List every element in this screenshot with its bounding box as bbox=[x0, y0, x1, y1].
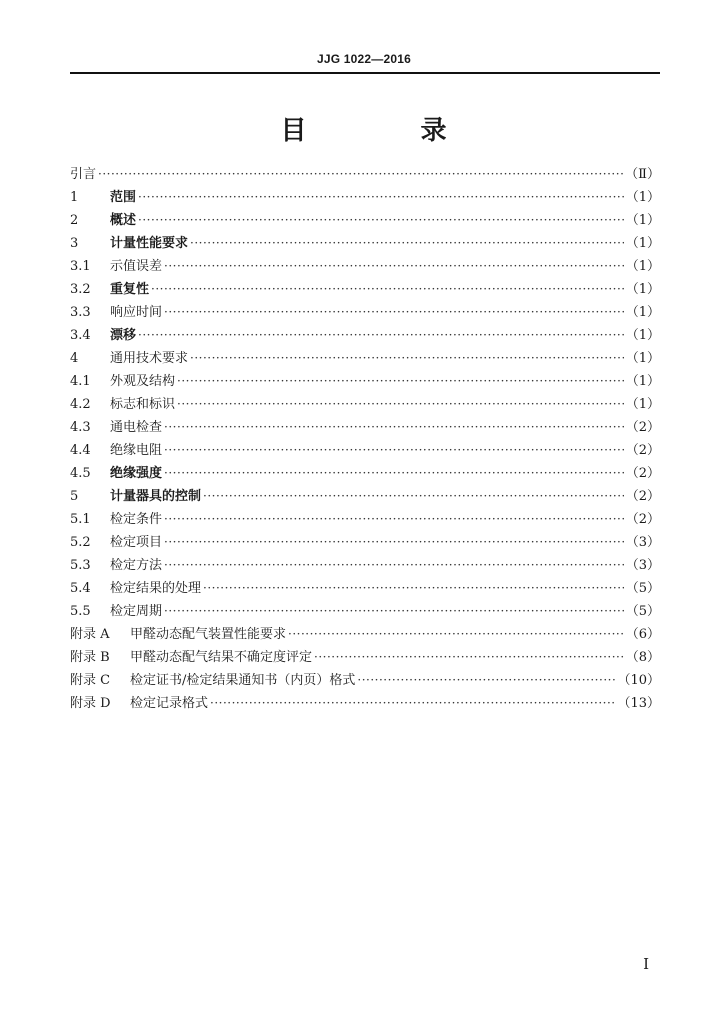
toc-entry-page: （8） bbox=[625, 650, 660, 665]
toc-entry[interactable] bbox=[70, 393, 660, 416]
toc-entry-number: 附录 A bbox=[70, 627, 110, 642]
toc-entry[interactable] bbox=[70, 623, 660, 646]
toc-leader-dots bbox=[357, 669, 615, 692]
toc-entry-label: 计量性能要求 bbox=[110, 236, 189, 251]
toc-leader-dots bbox=[288, 623, 624, 646]
toc-entry-number: 附录 B bbox=[70, 650, 110, 665]
toc-leader-dots bbox=[210, 692, 615, 715]
toc-entry-page: （1） bbox=[625, 236, 660, 251]
toc-entry-page: （1） bbox=[625, 328, 660, 343]
toc-entry-page: （1） bbox=[625, 397, 660, 412]
toc-entry-number: 3.3 bbox=[70, 305, 91, 320]
toc-entry-page: （2） bbox=[625, 466, 660, 481]
toc-leader-dots bbox=[164, 301, 624, 324]
toc-entry[interactable] bbox=[70, 669, 660, 692]
toc-entry-label: 概述 bbox=[110, 213, 137, 228]
toc-entry-page: （2） bbox=[625, 443, 660, 458]
toc-entry[interactable] bbox=[70, 531, 660, 554]
toc-entry[interactable] bbox=[70, 462, 660, 485]
toc-entry[interactable] bbox=[70, 209, 660, 232]
page-number: I bbox=[643, 955, 649, 973]
toc-leader-dots bbox=[177, 393, 624, 416]
toc-entry-number: 5.4 bbox=[70, 581, 91, 596]
table-of-contents bbox=[70, 163, 660, 715]
toc-entry-number: 4.5 bbox=[70, 466, 91, 481]
toc-entry[interactable] bbox=[70, 370, 660, 393]
toc-entry-number: 3.2 bbox=[70, 282, 91, 297]
toc-entry-number: 3 bbox=[70, 236, 79, 251]
toc-leader-dots bbox=[164, 531, 624, 554]
toc-entry-number: 4.3 bbox=[70, 420, 91, 435]
toc-leader-dots bbox=[203, 485, 624, 508]
toc-entry-number: 附录 D bbox=[70, 696, 111, 711]
toc-entry-page: （13） bbox=[617, 696, 660, 711]
toc-entry[interactable] bbox=[70, 232, 660, 255]
toc-leader-dots bbox=[151, 278, 624, 301]
toc-entry-page: （1） bbox=[625, 259, 660, 274]
document-code-header: JJG 1022—2016 bbox=[316, 52, 411, 66]
toc-entry-label: 标志和标识 bbox=[110, 397, 176, 412]
toc-entry-label: 检定证书/检定结果通知书（内页）格式 bbox=[130, 673, 356, 688]
toc-leader-dots bbox=[164, 554, 624, 577]
toc-entry-label: 响应时间 bbox=[110, 305, 163, 320]
toc-leader-dots bbox=[138, 324, 624, 347]
toc-entry-page: （5） bbox=[625, 581, 660, 596]
toc-entry-number: 5.5 bbox=[70, 604, 91, 619]
toc-entry-label: 检定条件 bbox=[110, 512, 163, 527]
toc-entry[interactable] bbox=[70, 600, 660, 623]
toc-entry[interactable] bbox=[70, 508, 660, 531]
toc-entry[interactable] bbox=[70, 485, 660, 508]
toc-entry-label: 检定项目 bbox=[110, 535, 163, 550]
toc-entry[interactable] bbox=[70, 554, 660, 577]
toc-entry-label: 通用技术要求 bbox=[110, 351, 189, 366]
toc-entry-page: （1） bbox=[625, 213, 660, 228]
toc-leader-dots bbox=[177, 370, 624, 393]
toc-entry-page: （1） bbox=[625, 190, 660, 205]
toc-entry[interactable] bbox=[70, 416, 660, 439]
toc-leader-dots bbox=[98, 163, 623, 186]
page-title: 目 录 bbox=[280, 116, 491, 146]
toc-entry-page: （Ⅱ） bbox=[625, 167, 660, 182]
toc-entry-page: （2） bbox=[625, 489, 660, 504]
toc-entry-number: 5.2 bbox=[70, 535, 91, 550]
toc-entry-page: （6） bbox=[625, 627, 660, 642]
toc-entry-label: 引言 bbox=[70, 167, 97, 182]
toc-entry-page: （1） bbox=[625, 374, 660, 389]
toc-entry-page: （3） bbox=[625, 535, 660, 550]
toc-entry-number: 3.1 bbox=[70, 259, 91, 274]
toc-entry-number: 4 bbox=[70, 351, 79, 366]
toc-entry-page: （3） bbox=[625, 558, 660, 573]
toc-entry-number: 5.1 bbox=[70, 512, 91, 527]
toc-entry[interactable] bbox=[70, 646, 660, 669]
toc-entry[interactable] bbox=[70, 692, 660, 715]
toc-leader-dots bbox=[164, 439, 624, 462]
toc-entry-label: 示值误差 bbox=[110, 259, 163, 274]
toc-entry-label: 通电检查 bbox=[110, 420, 163, 435]
toc-entry-number: 2 bbox=[70, 213, 79, 228]
toc-entry-label: 绝缘电阻 bbox=[110, 443, 163, 458]
toc-entry[interactable] bbox=[70, 301, 660, 324]
toc-leader-dots bbox=[164, 255, 624, 278]
toc-entry-label: 范围 bbox=[110, 190, 137, 205]
toc-leader-dots bbox=[203, 577, 624, 600]
toc-entry-number: 附录 C bbox=[70, 673, 111, 688]
toc-entry-label: 漂移 bbox=[110, 328, 137, 343]
toc-entry-page: （1） bbox=[625, 282, 660, 297]
toc-leader-dots bbox=[190, 347, 624, 370]
toc-leader-dots bbox=[190, 232, 624, 255]
toc-entry-number: 4.2 bbox=[70, 397, 91, 412]
toc-entry-label: 绝缘强度 bbox=[110, 466, 163, 481]
toc-leader-dots bbox=[138, 186, 624, 209]
toc-entry-label: 计量器具的控制 bbox=[110, 489, 202, 504]
toc-leader-dots bbox=[138, 209, 624, 232]
toc-entry-label: 外观及结构 bbox=[110, 374, 176, 389]
toc-entry-label: 检定方法 bbox=[110, 558, 163, 573]
toc-entry-page: （2） bbox=[625, 420, 660, 435]
toc-leader-dots bbox=[164, 600, 624, 623]
toc-entry-page: （2） bbox=[625, 512, 660, 527]
toc-entry-number: 4.1 bbox=[70, 374, 91, 389]
header-rule bbox=[70, 72, 660, 74]
toc-entry-label: 重复性 bbox=[110, 282, 150, 297]
toc-entry[interactable] bbox=[70, 324, 660, 347]
toc-entry[interactable] bbox=[70, 439, 660, 462]
toc-entry[interactable] bbox=[70, 186, 660, 209]
toc-entry-label: 甲醛动态配气结果不确定度评定 bbox=[130, 650, 313, 665]
toc-entry-page: （10） bbox=[617, 673, 660, 688]
toc-entry[interactable] bbox=[70, 278, 660, 301]
toc-leader-dots bbox=[314, 646, 624, 669]
toc-entry-label: 检定周期 bbox=[110, 604, 163, 619]
toc-entry-number: 5 bbox=[70, 489, 79, 504]
toc-leader-dots bbox=[164, 462, 624, 485]
toc-entry-number: 3.4 bbox=[70, 328, 91, 343]
toc-entry[interactable] bbox=[70, 255, 660, 278]
toc-entry-number: 5.3 bbox=[70, 558, 91, 573]
toc-entry-number: 4.4 bbox=[70, 443, 91, 458]
toc-leader-dots bbox=[164, 416, 624, 439]
toc-leader-dots bbox=[164, 508, 624, 531]
toc-entry-label: 检定结果的处理 bbox=[110, 581, 202, 596]
toc-entry[interactable] bbox=[70, 577, 660, 600]
toc-entry-page: （5） bbox=[625, 604, 660, 619]
toc-entry-page: （1） bbox=[625, 351, 660, 366]
toc-entry-label: 甲醛动态配气装置性能要求 bbox=[130, 627, 287, 642]
toc-entry[interactable] bbox=[70, 347, 660, 370]
toc-entry-page: （1） bbox=[625, 305, 660, 320]
toc-entry-label: 检定记录格式 bbox=[130, 696, 209, 711]
toc-entry[interactable] bbox=[70, 163, 660, 186]
toc-entry-number: 1 bbox=[70, 190, 79, 205]
